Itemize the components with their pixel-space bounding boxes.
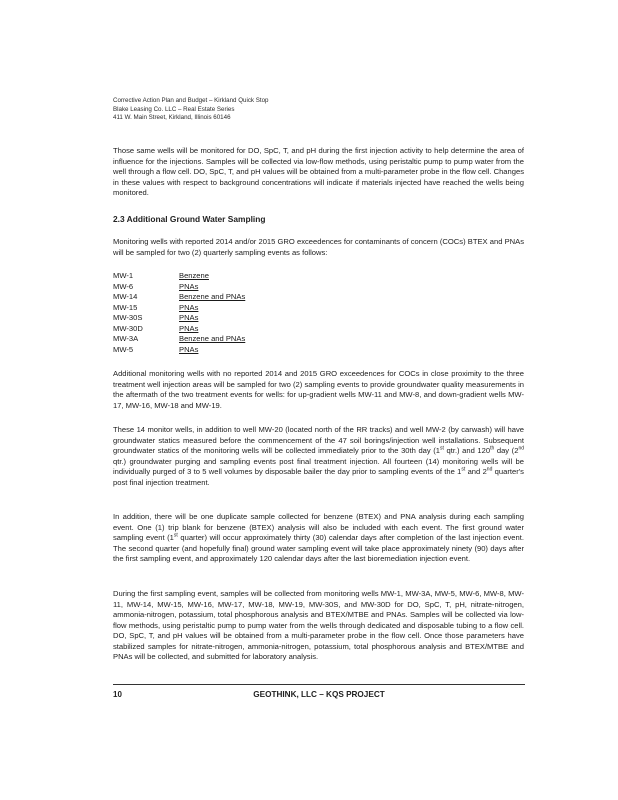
well-list [113, 271, 413, 355]
well-analysis: PNAs [179, 302, 199, 312]
well-id: MW-3A [113, 334, 139, 343]
statics-sup-4: st [461, 466, 466, 473]
paragraph-duplicate-sample [113, 512, 524, 565]
well-analysis: Benzene and PNAs [179, 334, 246, 343]
statics-text-1: These 14 monitor wells, in addition to well MW-20 (located north of the RR tracks) and well MW-2 (by carwash) will have groundwater statics measured before the commencement of the 47 soil borings/injection well installations. Subsequent groundwater statics of the monitoring wells will be collected immediately prior to the 30th day (1 [113, 425, 524, 455]
well-row [113, 271, 413, 282]
well-row [113, 324, 413, 335]
statics-sup-1: st [440, 445, 444, 452]
paragraph-groundwater-statics [113, 425, 524, 488]
duplicate-text-2: quarter) will occur approximately thirty (30) calendar days after completion of the last injection event. The second quarter (and hopefully final) ground water sampling event will take place approximately ninety (90) days after the first sampling event, and approximately 120 calendar days after the last bioremediation injection event. [113, 533, 524, 563]
paragraph-quarterly-sampling: Monitoring wells with reported 2014 and/or 2015 GRO exceedences for contaminants of concern (COCs) BTEX and PNAs will be sampled for two (2) quarterly sampling events as follows: [113, 237, 524, 257]
statics-sup-3: nd [518, 445, 524, 452]
statics-sup-5: nd [486, 466, 493, 473]
well-row [113, 313, 413, 324]
footer-title: GEOTHINK, LLC – KQS PROJECT [253, 690, 385, 699]
section-heading: 2.3 Additional Ground Water Sampling [113, 214, 266, 224]
header-address-line: 411 W. Main Street, Kirkland, Illinois 60146 [113, 114, 231, 122]
statics-text-2: qtr.) and 120 [443, 446, 491, 455]
well-row [113, 292, 413, 303]
duplicate-sup-1: st [173, 532, 178, 539]
page-number: 10 [113, 690, 122, 699]
well-id: MW-30S [113, 313, 143, 322]
paragraph-first-sampling-event: During the first sampling event, samples will be collected from monitoring wells MW-1, MW-3A, MW-5, MW-6, MW-8, MW-11, MW-14, MW-15, MW-16, MW-17, MW-18, MW-19, MW-30S, and MW-30D for DO, SpC, T, pH, nitrate-nitrogen, ammonia-nitrogen, potassium, total phosphorous analysis and BTEX/MTBE and PNAs. Samples will be collected via low-flow methods, using peristaltic pump to pump water from the wells through dedicated and disposable tubing to a flow cell. DO, SpC, T, and pH values will be obtained from a multi-parameter probe in the flow cell. Once those parameters have stabilized samples for nitrate-nitrogen, ammonia-nitrogen, potassium, total phosphorous analysis and BTEX/MTBE and PNAs will be collected, and submitted for laboratory analysis. [113, 589, 524, 661]
statics-text-3: day (2 [494, 446, 519, 455]
well-row [113, 334, 413, 345]
header-project-line: Corrective Action Plan and Budget – Kirkland Quick Stop [113, 97, 269, 104]
well-id: MW-6 [113, 281, 134, 291]
well-analysis: PNAs [179, 313, 199, 322]
statics-sup-2: th [490, 445, 495, 452]
statics-text-5: and 2 [465, 467, 487, 476]
well-id: MW-14 [113, 292, 138, 301]
paragraph-additional-wells: Additional monitoring wells with no reported 2014 and 2015 GRO exceedences for COCs in close proximity to the three treatment well injection areas will be sampled for two (2) sampling events to provide groundwater quality measurements in the aftermath of the two treatment events for wells: for up-gradient wells MW-11 and MW-8, and down-gradient wells MW-17, MW-16, MW-18 and MW-19. [113, 369, 524, 410]
well-id: MW-5 [113, 344, 134, 354]
well-analysis: PNAs [179, 323, 199, 333]
well-id: MW-15 [113, 302, 138, 312]
well-analysis: PNAs [179, 344, 199, 354]
well-analysis: Benzene [179, 271, 209, 280]
well-row [113, 345, 413, 356]
well-id: MW-30D [113, 323, 143, 333]
well-analysis: PNAs [179, 281, 199, 291]
well-row [113, 282, 413, 293]
statics-text-4: qtr.) groundwater purging and sampling events post final treatment injection. All fourteen (14) monitoring wells will be individually purged of 3 to 5 well volumes by disposable bailer the day prior to sampling events of the 1 [113, 456, 524, 476]
statics-text-6: quarter's post final injection treatment. [113, 467, 524, 487]
well-row [113, 303, 413, 314]
duplicate-text-1: In addition, there will be one duplicate sample collected for benzene (BTEX) and PNA analysis during each sampling event. One (1) trip blank for benzene (BTEX) analysis will also be included with each event. The first ground water sampling event (1 [113, 512, 524, 542]
well-id: MW-1 [113, 271, 134, 280]
document-header [113, 97, 493, 123]
header-company-line: Blake Leasing Co. LLC – Real Estate Series [113, 105, 235, 113]
well-analysis: Benzene and PNAs [179, 292, 246, 301]
paragraph-monitoring-injection: Those same wells will be monitored for DO, SpC, T, and pH during the first injection activity to help determine the area of influence for the injections. Samples will be collected via low-flow methods, using peristaltic pump to pump water from the well through a flow cell. DO, SpC, T, and pH values will be obtained from a multi-parameter probe in the flow cell. Changes in these values with respect to background concentrations will indicate if materials injected have reached the wells being monitored. [113, 146, 524, 197]
footer-divider [113, 684, 525, 685]
